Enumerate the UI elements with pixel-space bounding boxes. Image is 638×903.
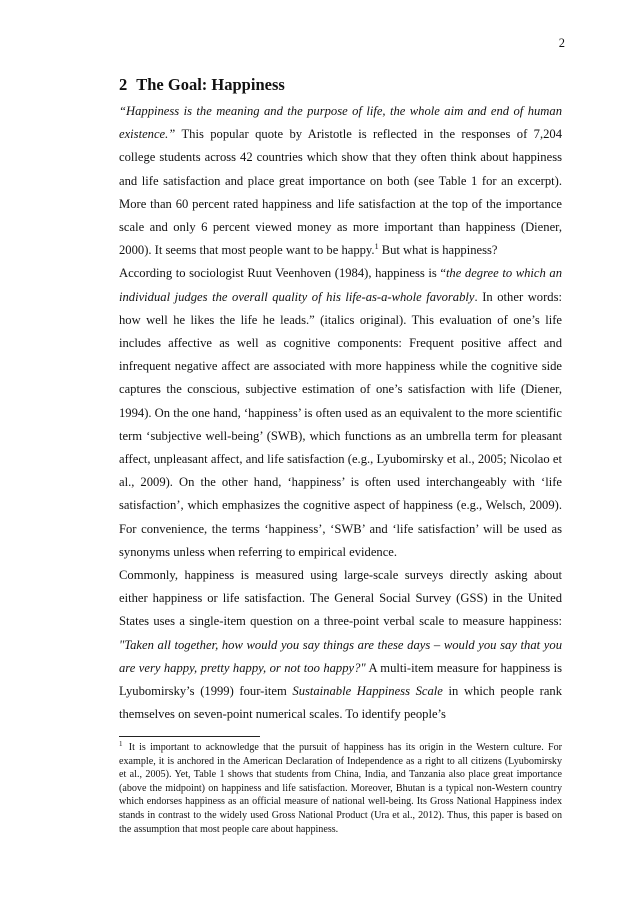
footnote-divider (119, 736, 260, 737)
footnote-marker: 1 (119, 739, 123, 748)
paragraph-1 (119, 100, 562, 262)
paragraph-2 (119, 262, 562, 564)
page-number: 2 (558, 36, 565, 50)
paragraph-2-text: According to sociologist Ruut Veenhoven (1984), happiness is “ (119, 266, 446, 281)
paragraph-2-text-end: . In other words: how well he likes the life he leads.” (italics original). This evaluation of one’s life includes affective as well as cognitive components: Frequent positive affect and infrequent negative affect are associated with more happiness while the cognitive side captures the conscious, subjective estimation of one’s satisfaction with life (Diener, 1994). On the one hand, ‘happiness’ is often used as an equivalent to the more scientific term ‘subjective well-being’ (SWB), which functions as an umbrella term for pleasant affect, unpleasant affect, and life satisfaction (e.g., Lyubomirsky et al., 2005; Nicolao et al., 2009). On the other hand, ‘happiness’ is often used interchangeably with ‘life satisfaction’, which emphasizes the cognitive aspect of happiness (e.g., Welsch, 2009). For convenience, the terms ‘happiness’, ‘SWB’ and ‘life satisfaction’ will be used as synonyms unless when referring to empirical evidence. (119, 289, 562, 559)
paragraph-3 (119, 564, 562, 726)
footnote (119, 741, 562, 836)
scale-name: Sustainable Happiness Scale (292, 684, 443, 699)
section-title: The Goal: Happiness (136, 75, 285, 94)
paragraph-1-text-end: But what is happiness? (378, 243, 498, 258)
footnote-text: It is important to acknowledge that the pursuit of happiness has its origin in the Western culture. For example, it is anchored in the American Declaration of Independence as a right to all citizens (Lyubomirsky et al., 2005). Yet, Table 1 shows that students from China, India, and Tanzania also place great importance (above the midpoint) on happiness and life satisfaction. Moreover, Bhutan is a typical non-Western country which endorses happiness as an official measure of national well-being. Its Gross National Happiness index stands in contrast to the widely used Gross National Product (Ura et al., 2012). Thus, this paper is based on the assumption that most people care about happiness. (119, 742, 562, 835)
section-heading (119, 68, 559, 102)
paragraph-3-text-end: in which people rank themselves on seven-point numerical scales. To identify people’s (119, 684, 562, 722)
body-text (119, 100, 562, 726)
paragraph-3-text-mid: A multi-item measure for happiness is Lyubomirsky’s (1999) four-item (119, 660, 562, 699)
footnote-reference: 1 (374, 242, 379, 252)
veenhoven-definition: the degree to which an individual judges the overall quality of his life-as-a-whole favorably (119, 266, 562, 304)
gss-question: "Taken all together, how would you say things are these days – would you say that you are very happy, pretty happy, or not too happy?" (119, 637, 562, 675)
section-number: 2 (119, 75, 128, 94)
paragraph-3-text: Commonly, happiness is measured using large-scale surveys directly asking about either happiness or life satisfaction. The General Social Survey (GSS) in the United States uses a single-item question on a three-point verbal scale to measure happiness: (119, 568, 562, 629)
aristotle-quote: “Happiness is the meaning and the purpose of life, the whole aim and end of human existence.” (119, 104, 562, 142)
paragraph-1-text: This popular quote by Aristotle is reflected in the responses of 7,204 college students across 42 countries which show that they often think about happiness and life satisfaction and place great importance on both (see Table 1 for an excerpt). More than 60 percent rated happiness and life satisfaction at the top of the importance scale and only 6 percent viewed money as more important than happiness (Diener, 2000). It seems that most people want to be happy. (119, 127, 562, 258)
